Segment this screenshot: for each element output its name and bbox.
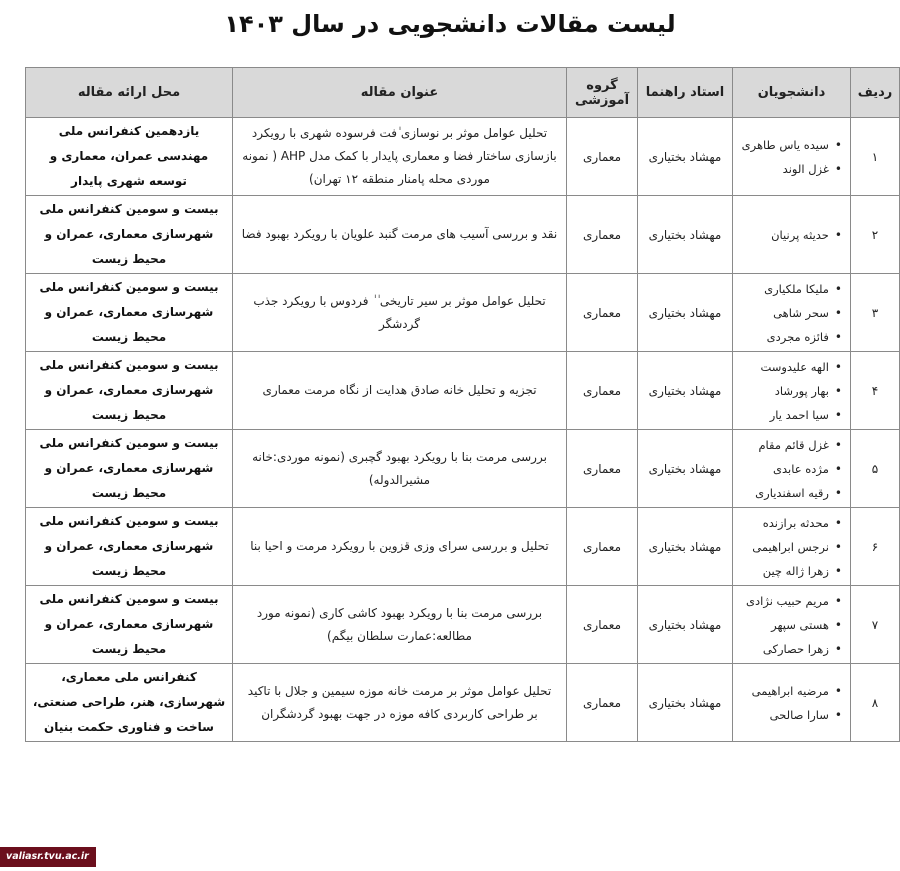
supervisor-cell: مهشاد بختیاری — [638, 274, 733, 352]
articles-table — [25, 67, 900, 742]
group-cell: معماری — [567, 664, 638, 742]
venue-cell: بیست و سومین کنفرانس ملی شهرسازی معماری، عمران و محیط زیست — [26, 508, 233, 586]
article-title-cell: تحلیل و بررسی سرای وزی قزوین با رویکرد مرمت و احیا بنا — [233, 508, 567, 586]
student-name: • مرضیه ابراهیمی — [741, 679, 842, 703]
article-title-cell: نقد و بررسی آسیب های مرمت گنبد علویان با رویکرد بهبود فضا — [233, 196, 567, 274]
group-cell: معماری — [567, 118, 638, 196]
student-name: • زهرا حصارکی — [741, 637, 842, 661]
table-row — [26, 586, 900, 664]
row-number-cell: ۴ — [851, 352, 900, 430]
table-row — [26, 196, 900, 274]
row-number-cell: ۷ — [851, 586, 900, 664]
table-row — [26, 118, 900, 196]
table-row — [26, 274, 900, 352]
venue-cell: بیست و سومین کنفرانس ملی شهرسازی معماری، عمران و محیط زیست — [26, 352, 233, 430]
student-name: • حدیثه پرنیان — [741, 223, 842, 247]
row-number-cell: ۳ — [851, 274, 900, 352]
row-number-cell: ۵ — [851, 430, 900, 508]
table-header-row — [26, 68, 900, 118]
students-cell — [733, 196, 851, 274]
student-name: • الهه علیدوست — [741, 355, 842, 379]
students-cell — [733, 508, 851, 586]
page-title: لیست مقالات دانشجویی در سال ۱۴۰۳ — [224, 10, 676, 38]
header-venue: محل ارائه مقاله — [26, 68, 233, 118]
article-title-cell: تحلیل عوامل موثر بر مرمت خانه موزه سیمین و جلال با تاکید بر طراحی کاربردی کافه موزه در جهت بهبود گردشگران — [233, 664, 567, 742]
students-list — [741, 589, 842, 661]
students-list — [741, 223, 842, 247]
students-cell — [733, 664, 851, 742]
row-number-cell: ۱ — [851, 118, 900, 196]
students-list — [741, 133, 842, 181]
students-list — [741, 433, 842, 505]
student-name: • زهرا ژاله چین — [741, 559, 842, 583]
students-list — [741, 277, 842, 349]
supervisor-cell: مهشاد بختیاری — [638, 352, 733, 430]
supervisor-cell: مهشاد بختیاری — [638, 430, 733, 508]
row-number-cell: ۶ — [851, 508, 900, 586]
group-cell: معماری — [567, 196, 638, 274]
student-name: • سیده یاس طاهری — [741, 133, 842, 157]
venue-cell: بیست و سومین کنفرانس ملی شهرسازی معماری، عمران و محیط زیست — [26, 274, 233, 352]
students-cell — [733, 586, 851, 664]
supervisor-cell: مهشاد بختیاری — [638, 118, 733, 196]
venue-cell: کنفرانس ملی معماری، شهرسازی، هنر، طراحی صنعتی، ساخت و فناوری حکمت بنیان — [26, 664, 233, 742]
article-title-cell: تحلیل عوامل موثر بر نوسازی ٰفت فرسوده شهری با رویکرد بازسازی ساختار فضا و معماری پایدار با کمک مدل AHP ( نمونه موردی محله پامنار منطقه ۱۲ تهران) — [233, 118, 567, 196]
table-body — [26, 118, 900, 742]
students-list — [741, 355, 842, 427]
table-row — [26, 352, 900, 430]
student-name: • بهار پورشاد — [741, 379, 842, 403]
table-row — [26, 664, 900, 742]
student-name: • نرجس ابراهیمی — [741, 535, 842, 559]
students-cell — [733, 118, 851, 196]
table-row — [26, 430, 900, 508]
supervisor-cell: مهشاد بختیاری — [638, 664, 733, 742]
header-students: دانشجویان — [733, 68, 851, 118]
students-cell — [733, 430, 851, 508]
article-title-cell: تجزیه و تحلیل خانه صادق هدایت از نگاه مرمت معماری — [233, 352, 567, 430]
students-list — [741, 679, 842, 727]
venue-cell: یازدهمین کنفرانس ملی مهندسی عمران، معماری و توسعه شهری پایدار — [26, 118, 233, 196]
table-row — [26, 508, 900, 586]
venue-cell: بیست و سومین کنفرانس ملی شهرسازی معماری، عمران و محیط زیست — [26, 196, 233, 274]
student-name: • هستی سپهر — [741, 613, 842, 637]
student-name: • سارا صالحی — [741, 703, 842, 727]
student-name: • سیا احمد یار — [741, 403, 842, 427]
supervisor-cell: مهشاد بختیاری — [638, 586, 733, 664]
student-name: • ملیکا ملکیاری — [741, 277, 842, 301]
student-name: • رقیه اسفندیاری — [741, 481, 842, 505]
students-cell — [733, 274, 851, 352]
header-supervisor: استاد راهنما — [638, 68, 733, 118]
venue-cell: بیست و سومین کنفرانس ملی شهرسازی معماری، عمران و محیط زیست — [26, 586, 233, 664]
venue-cell: بیست و سومین کنفرانس ملی شهرسازی معماری، عمران و محیط زیست — [26, 430, 233, 508]
student-name: • فائزه مجردی — [741, 325, 842, 349]
students-cell — [733, 352, 851, 430]
supervisor-cell: مهشاد بختیاری — [638, 196, 733, 274]
student-name: • محدثه برازنده — [741, 511, 842, 535]
article-title-cell: بررسی مرمت بنا با رویکرد بهبود کاشی کاری (نمونه مورد مطالعه:عمارت سلطان بیگم) — [233, 586, 567, 664]
student-name: • غزل الوند — [741, 157, 842, 181]
supervisor-cell: مهشاد بختیاری — [638, 508, 733, 586]
group-cell: معماری — [567, 352, 638, 430]
group-cell: معماری — [567, 430, 638, 508]
article-title-cell: بررسی مرمت بنا با رویکرد بهبود گچبری (نمونه موردی:خانه مشیرالدوله) — [233, 430, 567, 508]
header-num: ردیف — [851, 68, 900, 118]
header-group: گروه آموزشی — [567, 68, 638, 118]
row-number-cell: ۲ — [851, 196, 900, 274]
group-cell: معماری — [567, 508, 638, 586]
student-name: • غزل قائم مقام — [741, 433, 842, 457]
student-name: • مژده عابدی — [741, 457, 842, 481]
row-number-cell: ۸ — [851, 664, 900, 742]
group-cell: معماری — [567, 586, 638, 664]
article-title-cell: تحلیل عوامل موثر بر سیر تاریخی ٰ ٰ فردوس با رویکرد جذب گردشگر — [233, 274, 567, 352]
header-title: عنوان مقاله — [233, 68, 567, 118]
site-url-badge[interactable]: valiasr.tvu.ac.ir — [0, 847, 96, 867]
student-name: • مریم حبیب نژادی — [741, 589, 842, 613]
student-name: • سحر شاهی — [741, 301, 842, 325]
students-list — [741, 511, 842, 583]
group-cell: معماری — [567, 274, 638, 352]
